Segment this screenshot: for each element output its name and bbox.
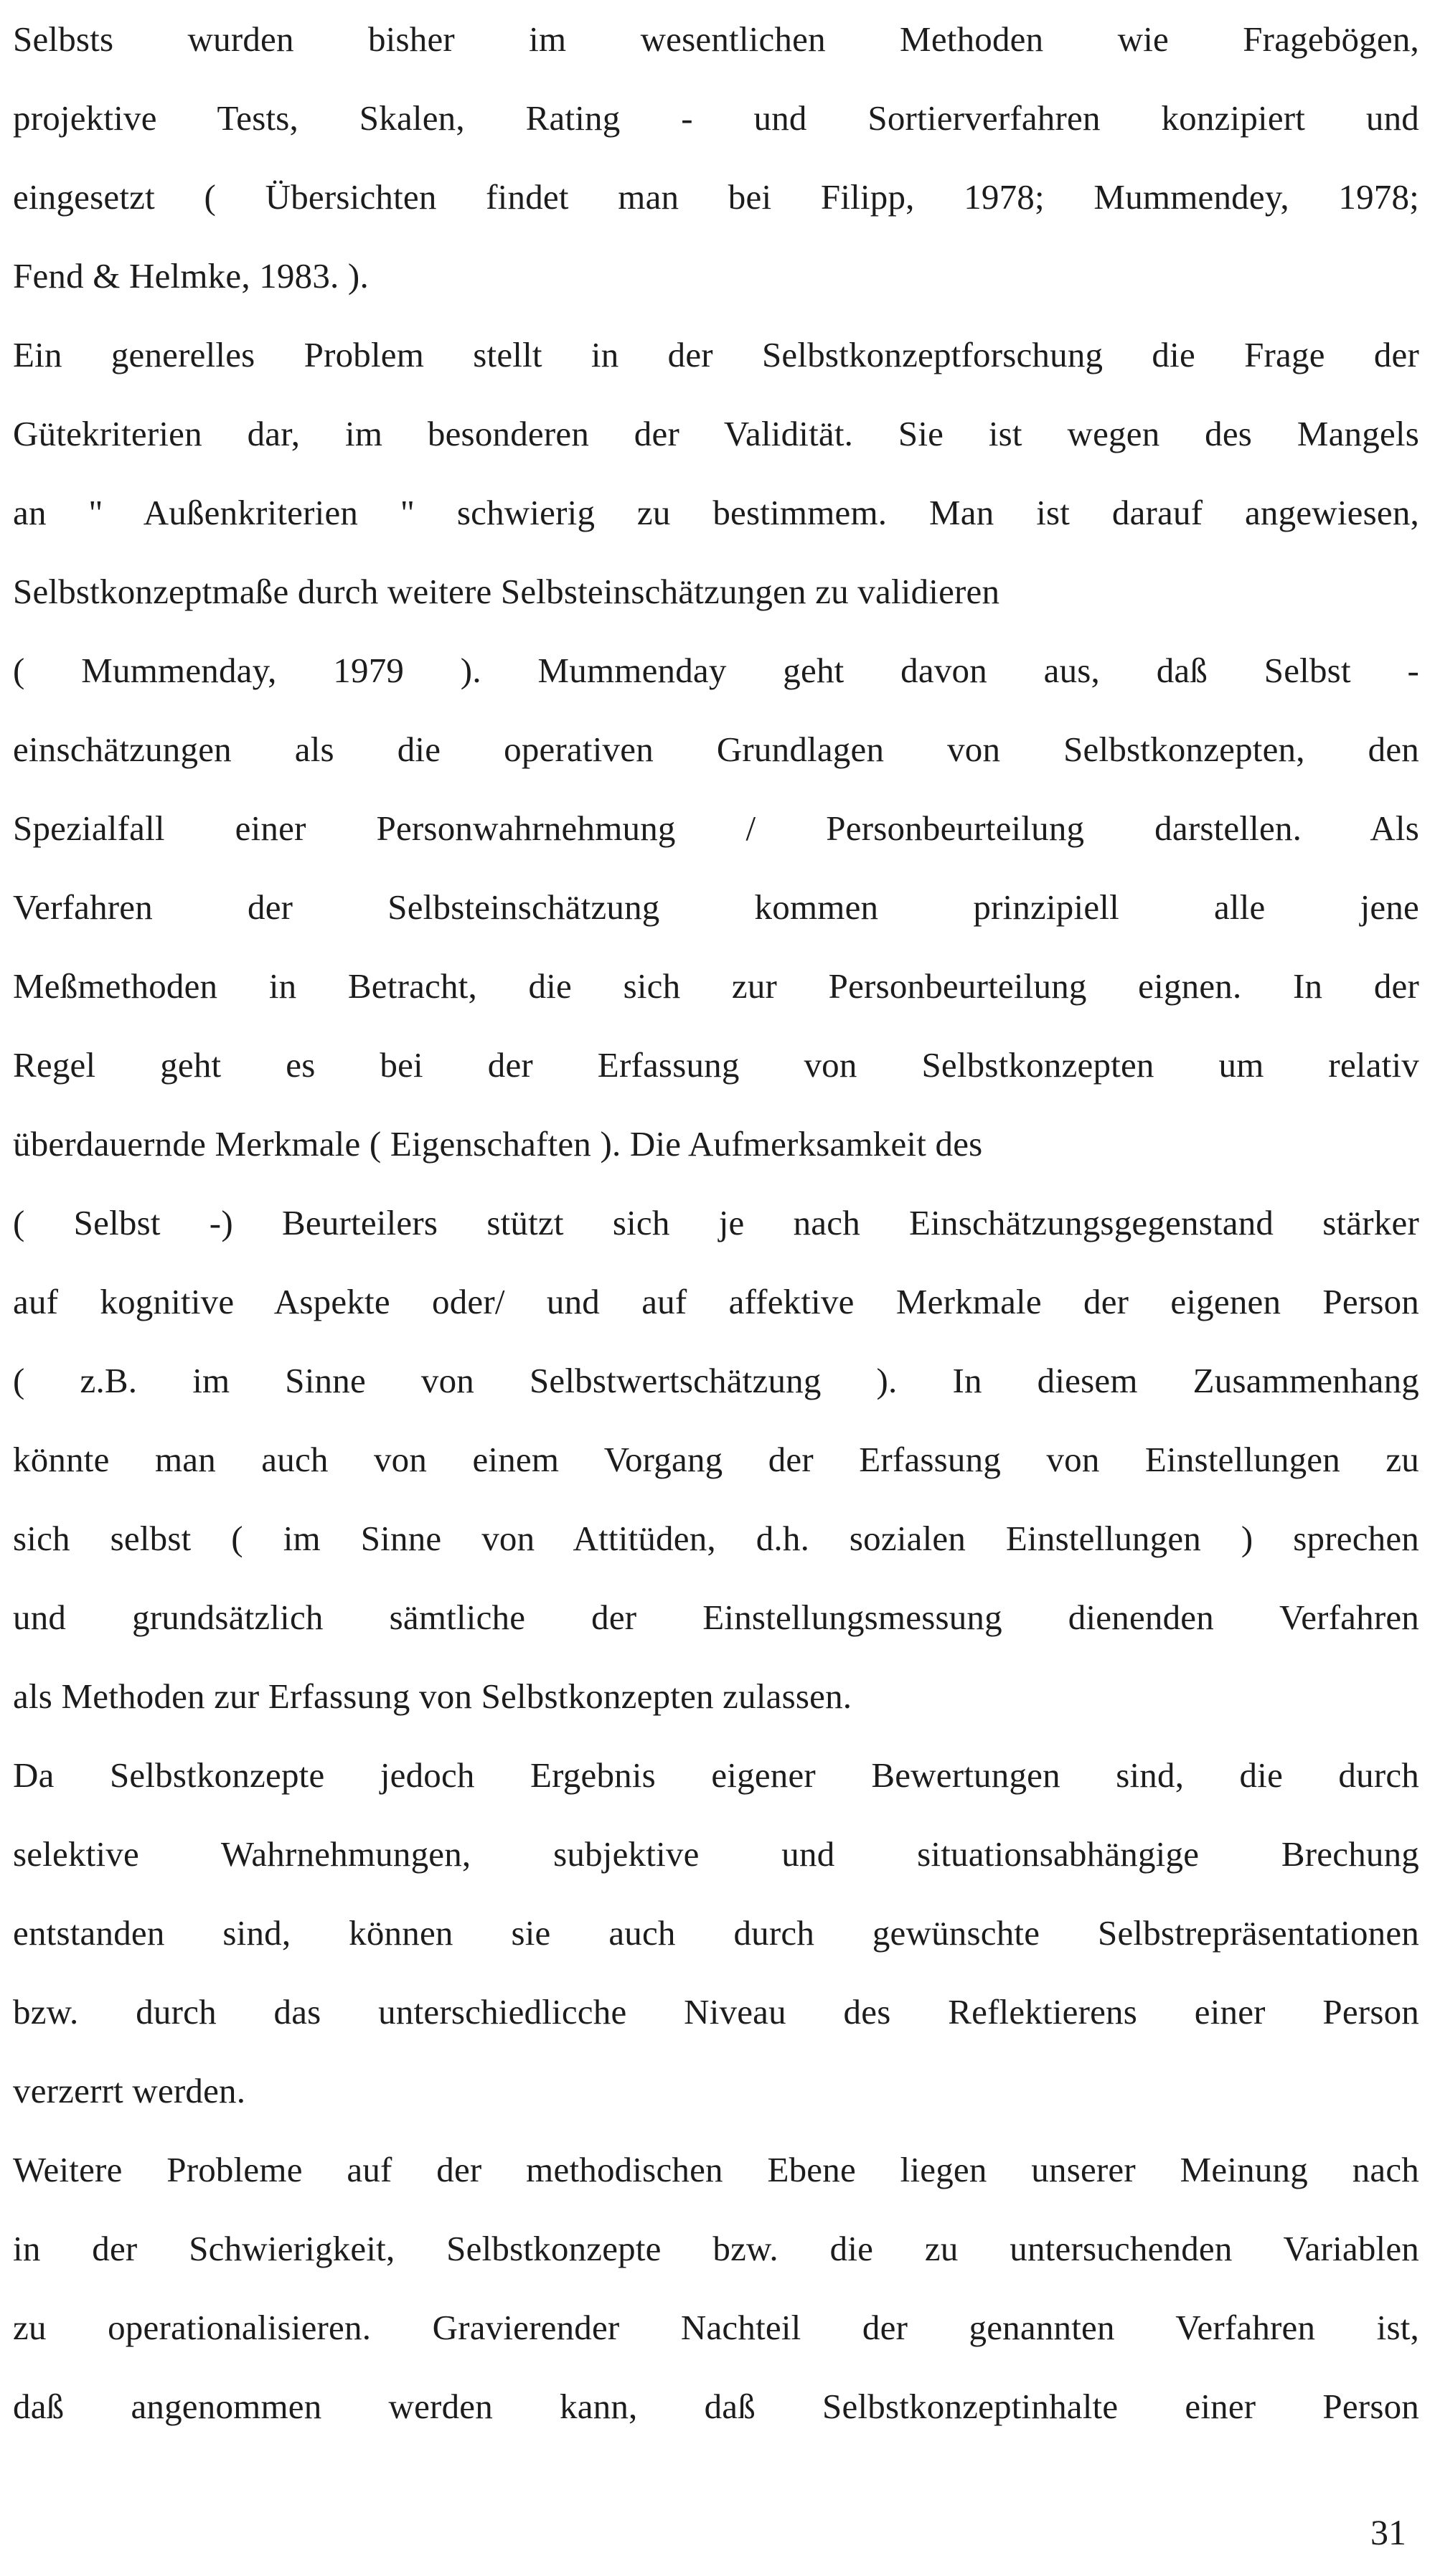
text-line: Meßmethoden in Betracht, die sich zur Personbeurteilung eignen. In der [13, 966, 1419, 1006]
text-line: Weitere Probleme auf der methodischen Ebene liegen unserer Meinung nach [13, 2150, 1419, 2189]
text-line: einschätzungen als die operativen Grundlagen von Selbstkonzepten, den [13, 730, 1419, 769]
text-line: Fend & Helmke, 1983. ). [13, 256, 369, 296]
text-line: daß angenommen werden kann, daß Selbstkonzeptinhalte einer Person [13, 2387, 1419, 2426]
text-line: selektive Wahrnehmungen, subjektive und situationsabhängige Brechung [13, 1834, 1419, 1874]
text-line: entstanden sind, können sie auch durch gewünschte Selbstrepräsentationen [13, 1913, 1419, 1953]
text-line: Spezialfall einer Personwahrnehmung / Personbeurteilung darstellen. Als [13, 808, 1419, 848]
text-line: an " Außenkriterien " schwierig zu bestimmem. Man ist darauf angewiesen, [13, 493, 1419, 532]
body-text [13, 0, 1419, 2446]
text-line: Regel geht es bei der Erfassung von Selbstkonzepten um relativ [13, 1045, 1419, 1085]
text-line: ( Mummenday, 1979 ). Mummenday geht davon aus, daß Selbst - [13, 651, 1419, 690]
text-line: könnte man auch von einem Vorgang der Erfassung von Einstellungen zu [13, 1440, 1419, 1479]
text-line: zu operationalisieren. Gravierender Nachteil der genannten Verfahren ist, [13, 2308, 1419, 2347]
text-line: ( Selbst -) Beurteilers stützt sich je nach Einschätzungsgegenstand stärker [13, 1203, 1419, 1242]
text-line: überdauernde Merkmale ( Eigenschaften ). Die Aufmerksamkeit des [13, 1124, 983, 1164]
text-line: auf kognitive Aspekte oder/ und auf affektive Merkmale der eigenen Person [13, 1282, 1419, 1321]
text-line: eingesetzt ( Übersichten findet man bei Filipp, 1978; Mummendey, 1978; [13, 177, 1419, 217]
text-line: Gütekriterien dar, im besonderen der Validität. Sie ist wegen des Mangels [13, 414, 1419, 453]
text-line: sich selbst ( im Sinne von Attitüden, d.h. sozialen Einstellungen ) sprechen [13, 1519, 1419, 1558]
text-line: verzerrt werden. [13, 2071, 246, 2110]
text-line: ( z.B. im Sinne von Selbstwertschätzung ). In diesem Zusammenhang [13, 1361, 1419, 1400]
text-line: Selbsts wurden bisher im wesentlichen Methoden wie Fragebögen, [13, 19, 1419, 59]
text-line: als Methoden zur Erfassung von Selbstkonzepten zulassen. [13, 1676, 852, 1716]
text-line: in der Schwierigkeit, Selbstkonzepte bzw. die zu untersuchenden Variablen [13, 2229, 1419, 2268]
page-number: 31 [1370, 2512, 1406, 2552]
text-line: Da Selbstkonzepte jedoch Ergebnis eigener Bewertungen sind, die durch [13, 1755, 1419, 1795]
text-line: Selbstkonzeptmaße durch weitere Selbsteinschätzungen zu validieren [13, 572, 1000, 611]
text-line: bzw. durch das unterschiedlicche Niveau des Reflektierens einer Person [13, 1992, 1419, 2032]
text-line: Ein generelles Problem stellt in der Selbstkonzeptforschung die Frage der [13, 335, 1419, 374]
text-line: projektive Tests, Skalen, Rating - und Sortierverfahren konzipiert und [13, 98, 1419, 138]
text-line: und grundsätzlich sämtliche der Einstellungsmessung dienenden Verfahren [13, 1598, 1419, 1637]
text-line: Verfahren der Selbsteinschätzung kommen prinzipiell alle jene [13, 887, 1419, 927]
